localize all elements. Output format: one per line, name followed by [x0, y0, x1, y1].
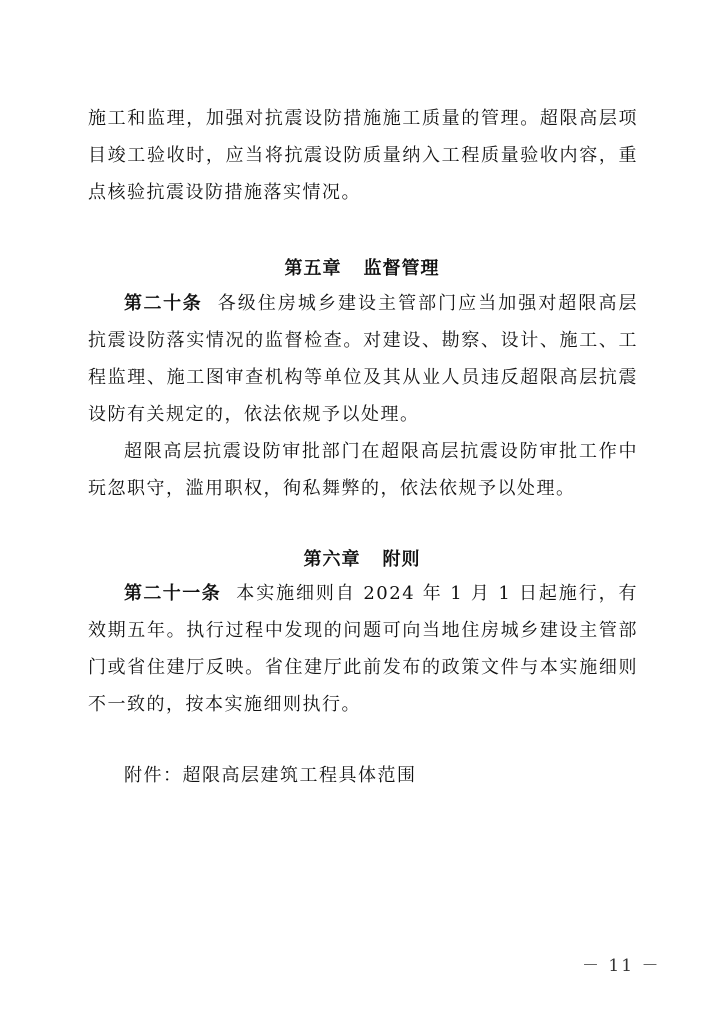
chapter-5-paragraph-2: 超限高层抗震设防审批部门在超限高层抗震设防审批工作中玩忽职守，滥用职权，徇私舞弊的，依法依规予以处理。 — [88, 441, 638, 499]
chapter-5-number: 第五章 — [284, 258, 342, 279]
continuation-paragraph: 施工和监理，加强对抗震设防措施施工质量的管理。超限高层项目竣工验收时，应当将抗震设防质量纳入工程质量验收内容，重点核验抗震设防措施落实情况。 — [88, 108, 638, 203]
article-20-paragraph — [88, 285, 638, 433]
chapter-6-body — [88, 575, 638, 723]
continuation-block — [88, 100, 638, 211]
chapter-6-number: 第六章 — [303, 549, 361, 570]
chapter-5-body — [88, 285, 638, 507]
attachment-line: 附件：超限高层建筑工程具体范围 — [124, 765, 417, 786]
article-21-label: 第二十一条 — [124, 583, 222, 604]
chapter-5-heading — [0, 254, 724, 280]
page-number: － 11 － — [582, 956, 661, 976]
article-20-text: 各级住房城乡建设主管部门应当加强对超限高层抗震设防落实情况的监督检查。对建设、勘察、设计、施工、工程监理、施工图审查机构等单位及其从业人员违反超限高层抗震设防有关规定的，依法依规予以处理。 — [88, 293, 639, 425]
article-21-paragraph — [88, 575, 638, 723]
article-21-text: 本实施细则自 2024 年 1 月 1 日起施行，有效期五年。执行过程中发现的问题可向当地住房城乡建设主管部门或省住建厅反映。省住建厅此前发布的政策文件与本实施细则不一致的，按本实施细则执行。 — [88, 583, 639, 715]
chapter-6-heading — [0, 545, 724, 571]
article-20-label: 第二十条 — [124, 293, 203, 314]
chapter-5-title: 监督管理 — [363, 258, 440, 279]
chapter-6-title: 附则 — [382, 549, 421, 570]
